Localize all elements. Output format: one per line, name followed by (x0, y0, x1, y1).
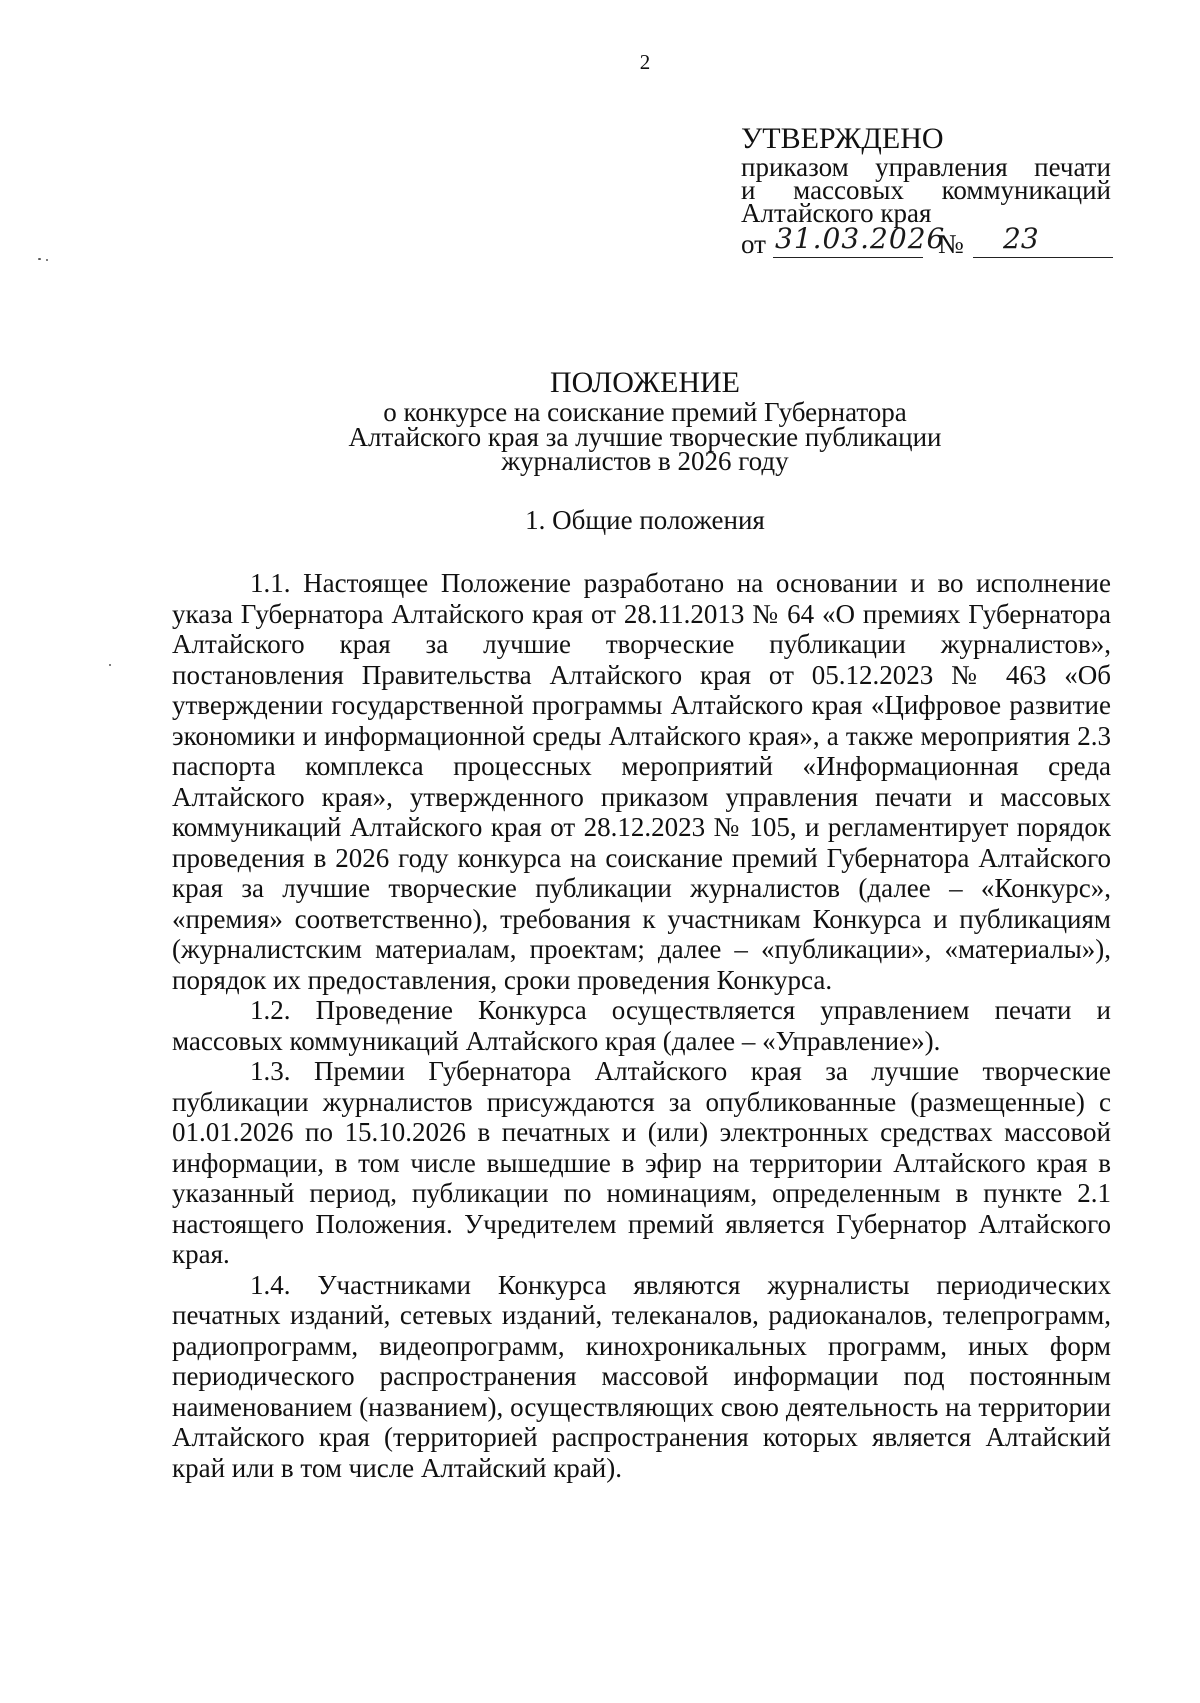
document-title-line-3: журналистов в 2026 году (501, 446, 789, 476)
section-heading: 1. Общие положения (525, 505, 765, 535)
order-number-handwritten: 23 (1003, 222, 1039, 255)
approval-stamp-block (741, 124, 1111, 261)
paragraph-1-1: 1.1. Настоящее Положение разработано на основании и во исполнение указа Губернатора Алтайского края от 28.11.2013 № 64 «О премиях Губернатора Алтайского края за лучшие творческие публикации журналистов», постановления Правительства Алтайского края от 05.12.2023 № 463 «Об утверждении государственной программы Алтайского края «Цифровое развитие экономики и информационной среды Алтайского края», а также мероприятия 2.3 паспорта комплекса процессных мероприятий «Информационная среда Алтайского края», утвержденного приказом управления печати и массовых коммуникаций Алтайского края от 28.12.2023 № 105, и регламентирует порядок проведения в 2026 году конкурса на соискание премий Губернатора Алтайского края за лучшие творческие публикации журналистов (далее – «Конкурс», «премия» соответственно), требования к участникам Конкурса и публикациям (журналистским материалам, проектам; далее – «публикации», «материалы»), порядок их предоставления, сроки проведения Конкурса. (172, 568, 1111, 995)
scan-speck (38, 258, 41, 260)
paragraph-1-4: 1.4. Участниками Конкурса являются журналисты периодических печатных изданий, сетевых изданий, телеканалов, радиоканалов, телепрограмм, радиопрограмм, видеопрограмм, кинохроникальных программ, иных форм периодического распространения массовой информации под постоянным наименованием (названием), осуществляющих свою деятельность на территории Алтайского края (территорией распространения которых является Алтайский край или в том числе Алтайский край). (172, 1269, 1111, 1483)
order-date-handwritten: 31.03.2026 (775, 222, 946, 255)
scan-speck (46, 259, 48, 261)
document-title-line-1: о конкурсе на соискание премий Губернатора (383, 397, 907, 427)
approval-line-2: и массовых коммуникаций (741, 175, 1111, 205)
approval-line-1: приказом управления печати (741, 152, 1111, 182)
order-number-underline (973, 257, 1113, 258)
approval-line-3: Алтайского края (741, 198, 932, 228)
section-body (172, 568, 1111, 1483)
order-date-underline (773, 257, 923, 258)
order-number-label: № (938, 229, 964, 259)
approval-order-line (741, 222, 1111, 261)
approval-heading: УТВЕРЖДЕНО (741, 122, 944, 155)
paragraph-1-3: 1.3. Премии Губернатора Алтайского края за лучшие творческие публикации журналистов присуждаются за опубликованные (размещенные) с 01.01.2026 по 15.10.2026 в печатных и (или) электронных средствах массовой информации, в том числе вышедшие в эфир на территории Алтайского края в указанный период, публикации по номинациям, определенным в пункте 2.1 настоящего Положения. Учредителем премий является Губернатор Алтайского края. (172, 1056, 1111, 1269)
paragraph-1-2: 1.2. Проведение Конкурса осуществляется управлением печати и массовых коммуникаций Алтайского края (далее – «Управление»). (172, 995, 1111, 1056)
order-date-label: от (741, 229, 766, 259)
page-number: 2 (639, 50, 651, 74)
scan-speck (109, 664, 111, 666)
document-title-line-2: Алтайского края за лучшие творческие публикации (348, 422, 942, 452)
document-title-main: ПОЛОЖЕНИЕ (550, 366, 740, 399)
